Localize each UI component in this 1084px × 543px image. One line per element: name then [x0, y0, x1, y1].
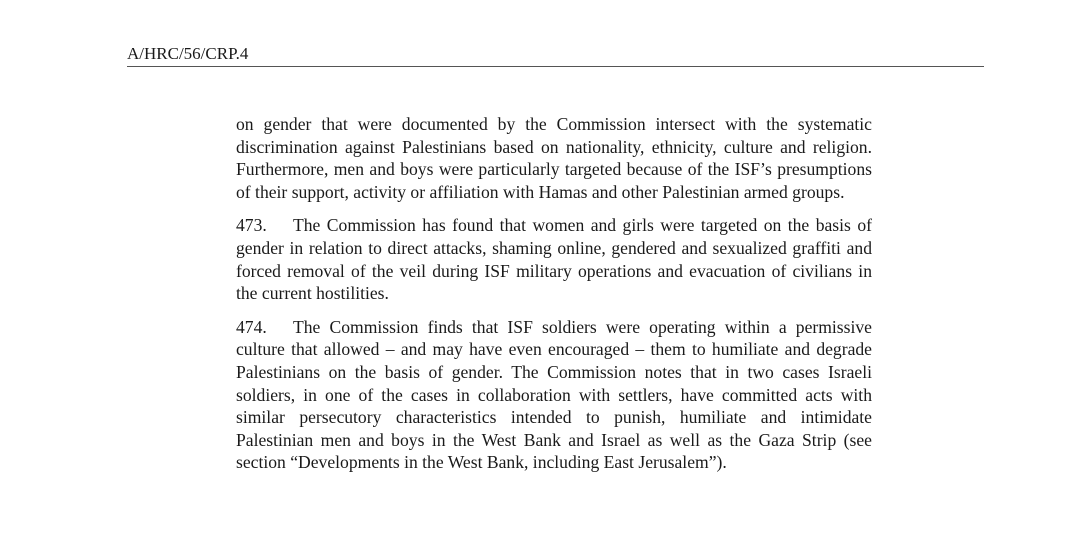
paragraph-473: [236, 214, 872, 304]
paragraph-continuation: [236, 113, 872, 203]
paragraph-text: The Commission finds that ISF soldiers were operating within a permissive culture that allowed – and may have even encouraged – them to humiliate and degrade Palestinians on the basis of gender. The Commission notes that in two cases Israeli soldiers, in one of the cases in collaboration with settlers, have committed acts with similar persecutory characteristics intended to punish, humiliate and intimidate Palestinian men and boys in the West Bank and Israel as well as the Gaza Strip (see section “Developments in the West Bank, including East Jerusalem”).: [236, 316, 872, 473]
paragraph-number: 474.: [236, 316, 267, 337]
paragraph-number: 473.: [236, 215, 267, 236]
paragraph-text: The Commission has found that women and girls were targeted on the basis of gender in relation to direct attacks, shaming online, gendered and sexualized graffiti and forced removal of the veil during ISF military operations and evacuation of civilians in the current hostilities.: [236, 215, 872, 304]
document-symbol: A/HRC/56/CRP.4: [127, 44, 249, 63]
page-header: [127, 42, 984, 67]
document-body: [236, 113, 872, 485]
paragraph-474: [236, 316, 872, 474]
paragraph-text: on gender that were documented by the Commission intersect with the systematic discrimination against Palestinians based on nationality, ethnicity, culture and religion. Furthermore, men and boys were particularly targeted because of the ISF’s presumptions of their support, activity or affiliation with Hamas and other Palestinian armed groups.: [236, 114, 872, 202]
